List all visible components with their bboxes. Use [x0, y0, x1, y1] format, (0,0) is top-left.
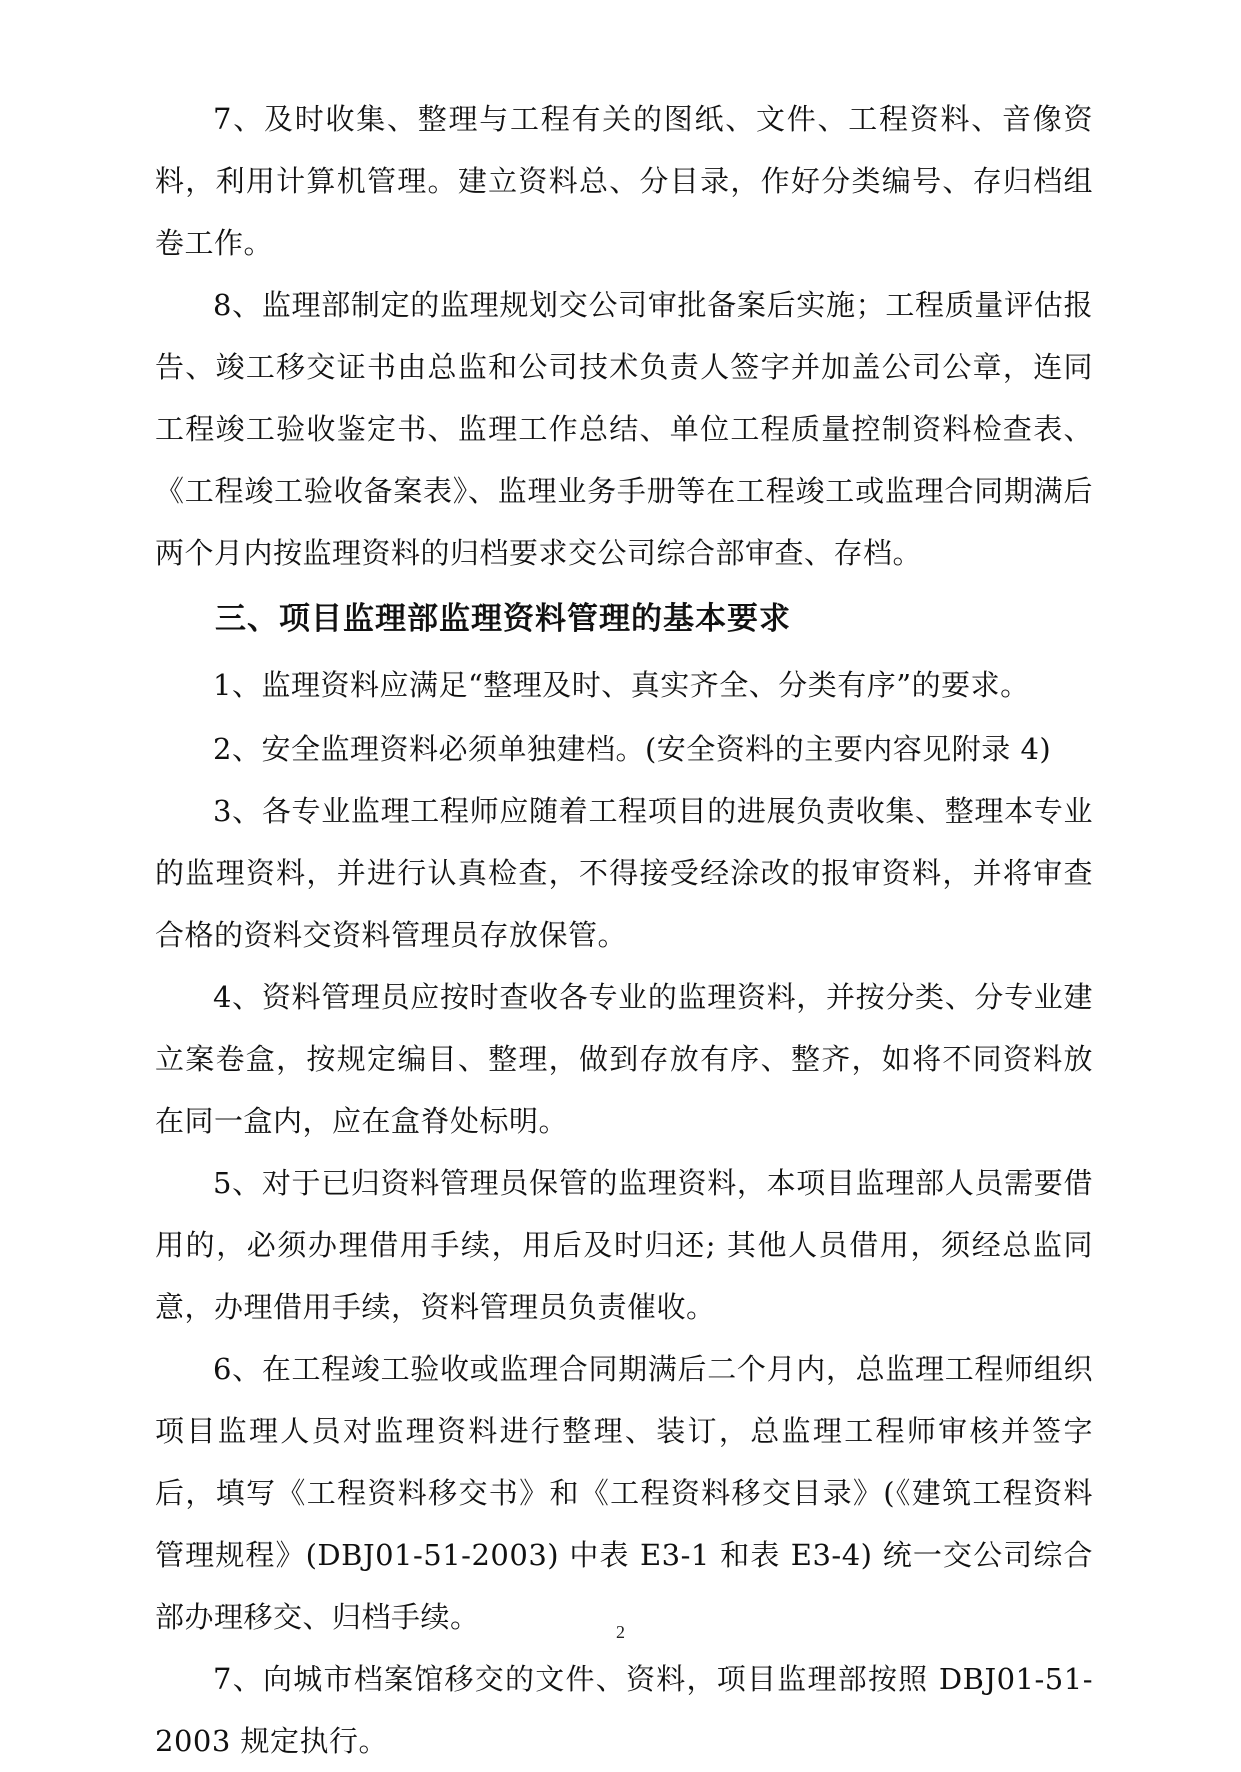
- document-body: [155, 88, 1093, 1772]
- page-number: 2: [616, 1622, 625, 1642]
- requirement-item-3: 3、各专业监理工程师应随着工程项目的进展负责收集、整理本专业的监理资料，并进行认真检查，不得接受经涂改的报审资料，并将审查合格的资料交资料管理员存放保管。: [155, 794, 1093, 952]
- requirement-item-5: 5、对于已归资料管理员保管的监理资料，本项目监理部人员需要借用的，必须办理借用手续，用后及时归还; 其他人员借用，须经总监同意，办理借用手续，资料管理员负责催收。: [155, 1166, 1093, 1324]
- paragraph-item-8: 8、监理部制定的监理规划交公司审批备案后实施；工程质量评估报告、竣工移交证书由总监和公司技术负责人签字并加盖公司公章，连同工程竣工验收鉴定书、监理工作总结、单位工程质量控制资料检查表、《工程竣工验收备案表》、监理业务手册等在工程竣工或监理合同期满后两个月内按监理资料的归档要求交公司综合部审查、存档。: [155, 288, 1093, 570]
- paragraph-item-7: 7、及时收集、整理与工程有关的图纸、文件、工程资料、音像资料，利用计算机管理。建立资料总、分目录，作好分类编号、存归档组卷工作。: [155, 102, 1093, 260]
- requirement-item-4: 4、资料管理员应按时查收各专业的监理资料，并按分类、分专业建立案卷盒，按规定编目、整理，做到存放有序、整齐，如将不同资料放在同一盒内，应在盒脊处标明。: [155, 980, 1093, 1138]
- requirement-item-6: 6、在工程竣工验收或监理合同期满后二个月内，总监理工程师组织项目监理人员对监理资料进行整理、装订，总监理工程师审核并签字后，填写《工程资料移交书》和《工程资料移交目录》(《建筑工程资料管理规程》(DBJ01-51-2003) 中表 E3-1 和表 E3-4) 统一交公司综合部办理移交、归档手续。: [155, 1352, 1093, 1634]
- requirement-item-2: 2、安全监理资料必须单独建档。(安全资料的主要内容见附录 4): [213, 732, 1052, 766]
- section-heading: 三、项目监理部监理资料管理的基本要求: [215, 601, 791, 637]
- requirement-item-1: 1、监理资料应满足“整理及时、真实齐全、分类有序”的要求。: [213, 668, 1030, 702]
- requirement-item-7: 7、向城市档案馆移交的文件、资料，项目监理部按照 DBJ01-51-2003 规定执行。: [155, 1662, 1093, 1758]
